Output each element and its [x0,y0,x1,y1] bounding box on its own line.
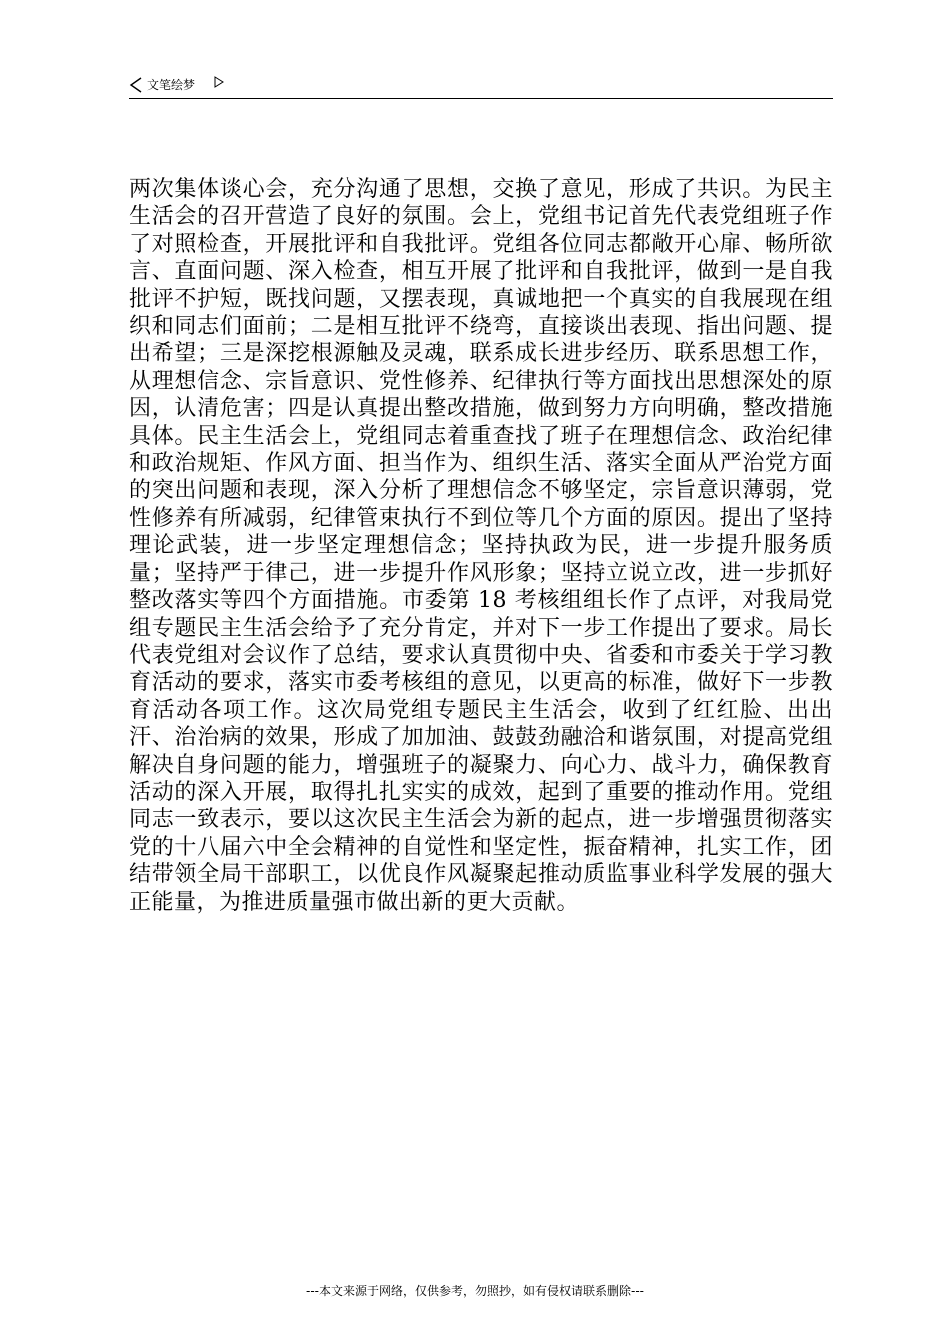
header-title: 文笔绘梦 [147,78,196,92]
footer-notice: ---本文来源于网络，仅供参考，勿照抄，如有侵权请联系删除--- [306,1284,644,1298]
body-text [129,176,833,916]
page-header [129,74,833,99]
body-paragraph: 两次集体谈心会，充分沟通了思想，交换了意见，形成了共识。为民主生活会的召开营造了良好的氛围。会上，党组书记首先代表党组班子作了对照检查，开展批评和自我批评。党组各位同志都敞开心扉、畅所欲言、直面问题、深入检查，相互开展了批评和自我批评，做到一是自我批评不护短，既找问题，又摆表现，真诚地把一个真实的自我展现在组织和同志们面前；二是相互批评不绕弯，直接谈出表现、指出问题、提出希望；三是深挖根源触及灵魂，联系成长进步经历、联系思想工作，从理想信念、宗旨意识、党性修养、纪律执行等方面找出思想深处的原因，认清危害；四是认真提出整改措施，做到努力方向明确，整改措施具体。民主生活会上，党组同志着重查找了班子在理想信念、政治纪律和政治规矩、作风方面、担当作为、组织生活、落实全面从严治党方面的突出问题和表现，深入分析了理想信念不够坚定，宗旨意识薄弱，党性修养有所减弱，纪律管束执行不到位等几个方面的原因。提出了坚持理论武装，进一步坚定理想信念；坚持执政为民，进一步提升服务质量；坚持严于律己，进一步提升作风形象；坚持立说立改，进一步抓好整改落实等四个方面措施。市委第 18 考核组组长作了点评，对我局党组专题民主生活会给予了充分肯定，并对下一步工作提出了要求。局长代表党组对会议作了总结，要求认真贯彻中央、省委和市委关于学习教育活动的要求，落实市委考核组的意见，以更高的标准，做好下一步教育活动各项工作。这次局党组专题民主生活会，收到了红红脸、出出汗、治治病的效果，形成了加加油、鼓鼓劲融洽和谐氛围，对提高党组解决自身问题的能力，增强班子的凝聚力、向心力、战斗力，确保教育活动的深入开展，取得扎扎实实的成效，起到了重要的推动作用。党组同志一致表示，要以这次民主生活会为新的起点，进一步增强贯彻落实党的十八届六中全会精神的自觉性和坚定性，振奋精神，扎实工作，团结带领全局干部职工，以优良作风凝聚起推动质监事业科学发展的强大正能量，为推进质量强市做出新的更大贡献。 [129,177,833,915]
triangle-right-outline-icon [214,76,224,88]
triangle-left-outline-icon [129,77,143,93]
